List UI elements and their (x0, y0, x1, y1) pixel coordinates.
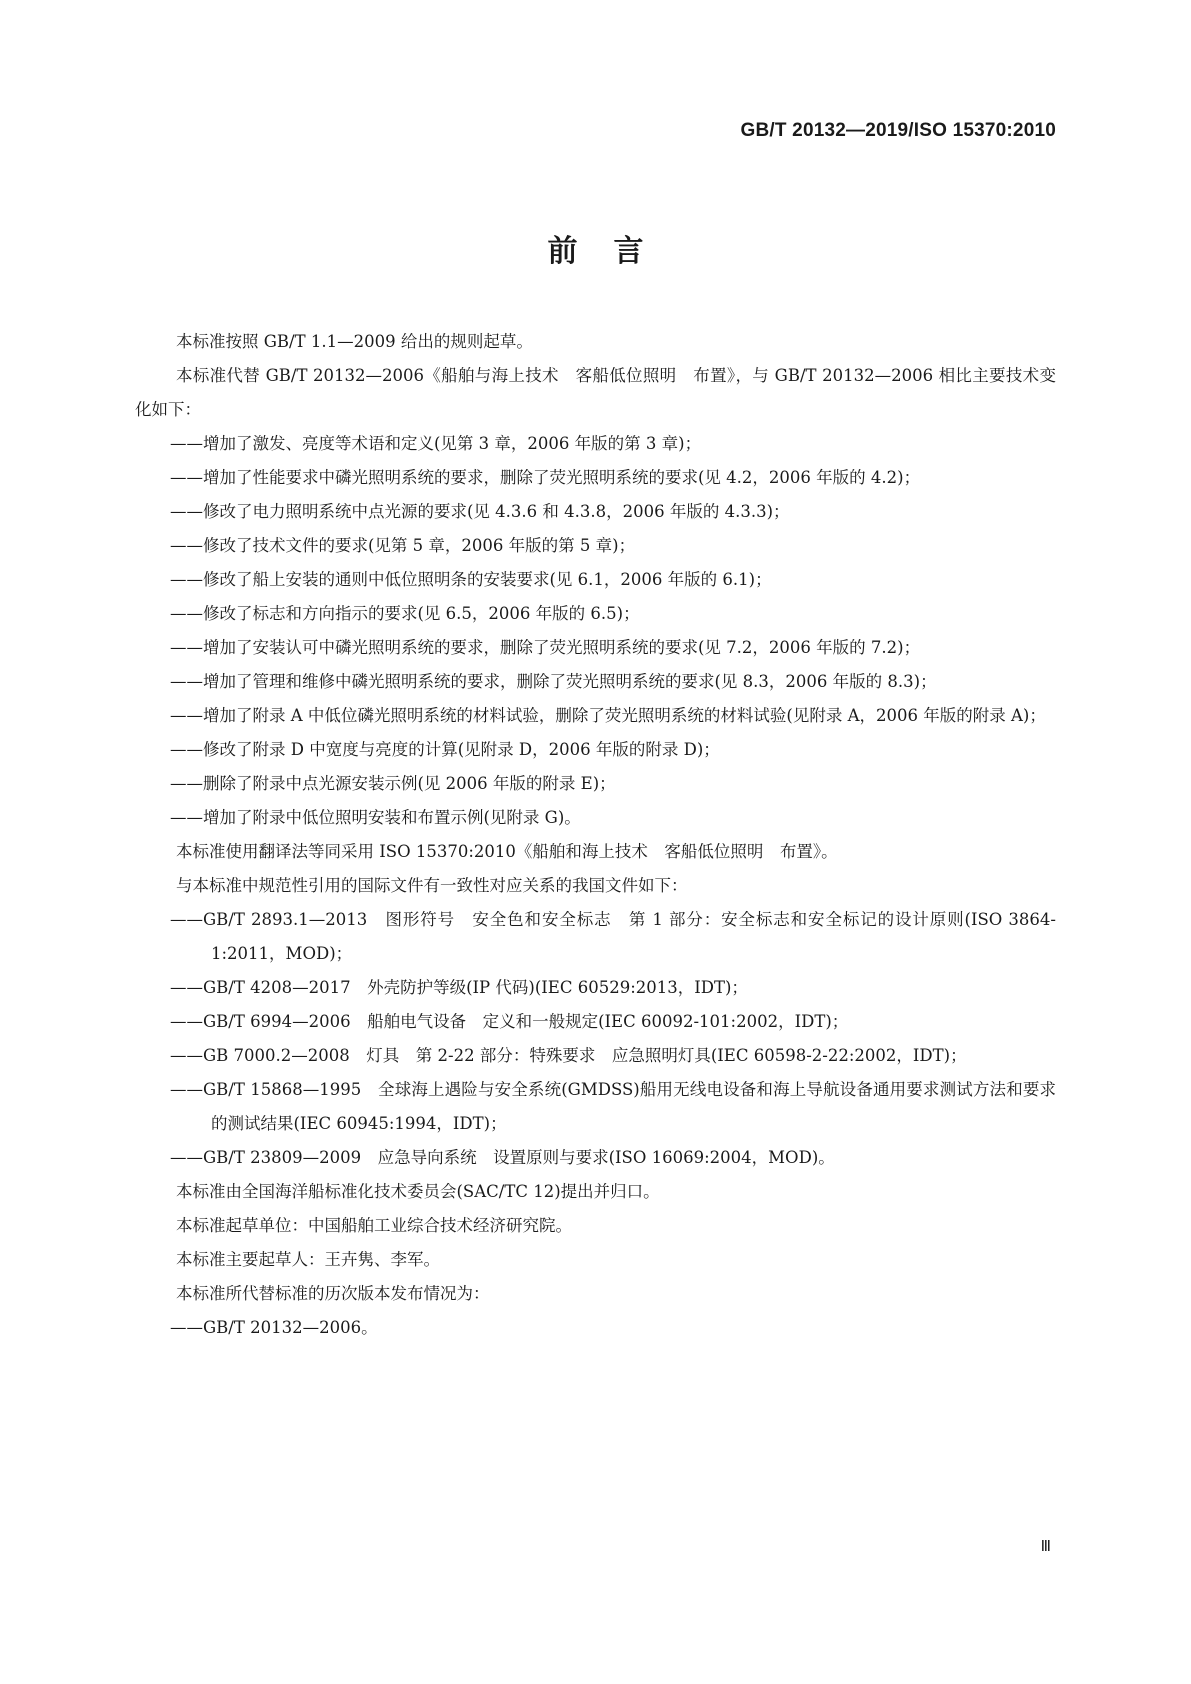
paragraph: 本标准主要起草人：王卉隽、李军。 (176, 1250, 440, 1269)
page-title: 前言 (547, 234, 680, 269)
paragraph: 本标准起草单位：中国船舶工业综合技术经济研究院。 (176, 1216, 572, 1235)
list-item: ——修改了技术文件的要求(见第 5 章，2006 年版的第 5 章)； (170, 536, 636, 555)
page-number: Ⅲ (1040, 1539, 1051, 1555)
list-item: ——增加了激发、亮度等术语和定义(见第 3 章，2006 年版的第 3 章)； (170, 434, 702, 453)
paragraph: 本标准所代替标准的历次版本发布情况为： (176, 1284, 490, 1303)
list-item: ——修改了电力照明系统中点光源的要求(见 4.3.6 和 4.3.8，2006 年版的 4.3.3)； (170, 502, 790, 521)
foreword-body (135, 325, 1056, 1345)
paragraph: 与本标准中规范性引用的国际文件有一致性对应关系的我国文件如下： (176, 876, 688, 895)
list-item: ——修改了标志和方向指示的要求(见 6.5，2006 年版的 6.5)； (170, 604, 640, 623)
list-item: ——修改了附录 D 中宽度与亮度的计算(见附录 D，2006 年版的附录 D)； (170, 740, 720, 759)
list-item: ——增加了管理和维修中磷光照明系统的要求，删除了荧光照明系统的要求(见 8.3，2006 年版的 8.3)； (170, 672, 937, 691)
list-item: ——删除了附录中点光源安装示例(见 2006 年版的附录 E)； (170, 774, 616, 793)
list-item: ——GB/T 2893.1—2013 图形符号 安全色和安全标志 第 1 部分：安全标志和安全标记的设计原则(ISO 3864-1:2011，MOD)； (170, 910, 1056, 963)
list-item: ——增加了附录中低位照明安装和布置示例(见附录 G)。 (170, 808, 581, 827)
list-item: ——修改了船上安装的通则中低位照明条的安装要求(见 6.1，2006 年版的 6.1)； (170, 570, 772, 589)
document-code-header: GB/T 20132—2019/ISO 15370:2010 (740, 120, 1056, 141)
list-item: ——GB/T 6994—2006 船舶电气设备 定义和一般规定(IEC 60092-101:2002，IDT)； (170, 1012, 849, 1031)
list-item: ——GB/T 15868—1995 全球海上遇险与安全系统(GMDSS)船用无线电设备和海上导航设备通用要求测试方法和要求的测试结果(IEC 60945:1994，IDT)； (170, 1080, 1056, 1133)
list-item: ——增加了附录 A 中低位磷光照明系统的材料试验，删除了荧光照明系统的材料试验(见附录 A，2006 年版的附录 A)； (170, 706, 1046, 725)
list-item: ——GB/T 23809—2009 应急导向系统 设置原则与要求(ISO 16069:2004，MOD)。 (170, 1148, 835, 1167)
list-item: ——增加了安装认可中磷光照明系统的要求，删除了荧光照明系统的要求(见 7.2，2006 年版的 7.2)； (170, 638, 921, 657)
list-item: ——GB 7000.2—2008 灯具 第 2-22 部分：特殊要求 应急照明灯具(IEC 60598-2-22:2002，IDT)； (170, 1046, 967, 1065)
list-item: ——增加了性能要求中磷光照明系统的要求，删除了荧光照明系统的要求(见 4.2，2006 年版的 4.2)； (170, 468, 921, 487)
list-item: ——GB/T 20132—2006。 (170, 1318, 378, 1337)
paragraph: 本标准按照 GB/T 1.1—2009 给出的规则起草。 (176, 332, 533, 351)
paragraph: 本标准使用翻译法等同采用 ISO 15370:2010《船舶和海上技术 客船低位照明 布置》。 (176, 842, 838, 861)
paragraph: 本标准由全国海洋船标准化技术委员会(SAC/TC 12)提出并归口。 (176, 1182, 660, 1201)
list-item: ——GB/T 4208—2017 外壳防护等级(IP 代码)(IEC 60529:2013，IDT)； (170, 978, 748, 997)
paragraph: 本标准代替 GB/T 20132—2006《船舶与海上技术 客船低位照明 布置》，与 GB/T 20132—2006 相比主要技术变化如下： (135, 366, 1056, 419)
